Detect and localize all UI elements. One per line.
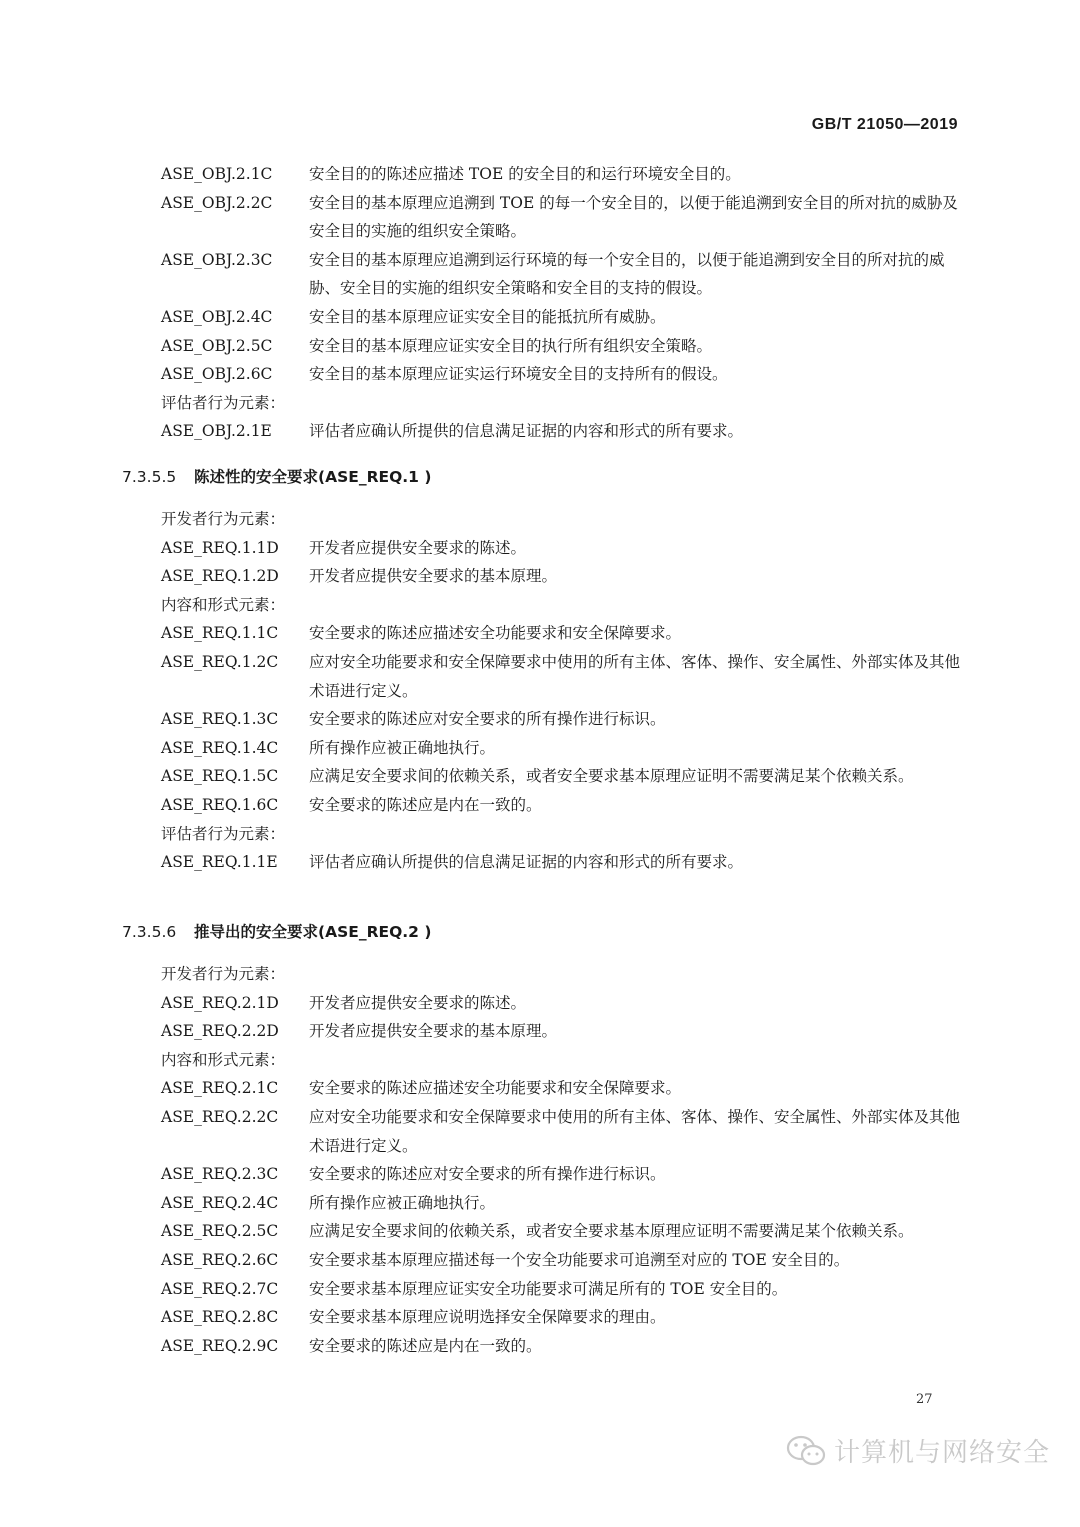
requirement-text: 开发者应提供安全要求的基本原理。 <box>309 567 558 586</box>
page-number: 27 <box>916 1392 933 1407</box>
requirement-row <box>161 1246 961 1275</box>
requirement-row <box>161 619 961 648</box>
requirement-row <box>161 160 961 189</box>
requirement-row <box>161 534 961 563</box>
evaluator-label: 评估者行为元素： <box>161 824 286 843</box>
section-title: 陈述性的安全要求(ASE_REQ.1 ) <box>194 468 432 486</box>
obj-evaluator-rows <box>161 417 961 446</box>
requirement-code: ASE_OBJ.2.5C <box>161 336 273 355</box>
requirement-row <box>161 1017 961 1046</box>
watermark <box>786 1432 1050 1469</box>
requirement-text: 所有操作应被正确地执行。 <box>309 738 496 757</box>
requirement-text: 评估者应确认所提供的信息满足证据的内容和形式的所有要求。 <box>309 853 744 872</box>
requirement-code: ASE_REQ.2.4C <box>161 1193 279 1212</box>
requirement-code: ASE_OBJ.2.2C <box>161 193 273 212</box>
requirement-code: ASE_OBJ.2.3C <box>161 250 273 269</box>
requirement-text: 应对安全功能要求和安全保障要求中使用的所有主体、客体、操作、安全属性、外部实体及其他术语进行定义。 <box>309 1107 961 1155</box>
requirement-code: ASE_REQ.2.2C <box>161 1107 279 1126</box>
requirement-code: ASE_REQ.2.3C <box>161 1165 279 1184</box>
section-number: 7.3.5.6 <box>122 923 177 941</box>
requirement-code: ASE_REQ.2.7C <box>161 1279 279 1298</box>
watermark-text: 计算机与网络安全 <box>834 1438 1051 1468</box>
section-number: 7.3.5.5 <box>122 468 177 486</box>
obj-content-rows <box>161 160 961 389</box>
req2-content-rows <box>161 1074 961 1360</box>
requirement-code: ASE_OBJ.2.1E <box>161 422 272 441</box>
requirement-code: ASE_REQ.2.1D <box>161 993 279 1012</box>
requirement-text: 安全目的基本原理应证实安全目的执行所有组织安全策略。 <box>309 336 713 355</box>
requirement-text: 安全要求的陈述应描述安全功能要求和安全保障要求。 <box>309 1079 682 1098</box>
requirement-text: 开发者应提供安全要求的陈述。 <box>309 993 527 1012</box>
requirement-text: 安全要求的陈述应对安全要求的所有操作进行标识。 <box>309 1165 666 1184</box>
obj-section <box>161 160 961 446</box>
requirement-text: 应对安全功能要求和安全保障要求中使用的所有主体、客体、操作、安全属性、外部实体及其他术语进行定义。 <box>309 652 961 700</box>
requirement-text: 开发者应提供安全要求的陈述。 <box>309 538 527 557</box>
requirement-row <box>161 1160 961 1189</box>
requirement-row <box>161 189 961 246</box>
requirement-row <box>161 848 961 877</box>
requirement-text: 安全要求基本原理应证实安全功能要求可满足所有的 TOE 安全目的。 <box>309 1279 788 1298</box>
req1-evaluator-rows <box>161 848 961 877</box>
requirement-row <box>161 303 961 332</box>
req1-content-rows <box>161 619 961 819</box>
requirement-row <box>161 1103 961 1160</box>
requirement-text: 安全目的基本原理应追溯到运行环境的每一个安全目的，以便于能追溯到安全目的所对抗的威胁、安全目的实施的组织安全策略和安全目的支持的假设。 <box>309 250 945 298</box>
requirement-code: ASE_OBJ.2.4C <box>161 307 273 326</box>
requirement-text: 安全目的基本原理应证实运行环境安全目的支持所有的假设。 <box>309 365 728 384</box>
requirement-row <box>161 1189 961 1218</box>
content-label: 内容和形式元素： <box>161 595 286 614</box>
req2-section <box>161 960 961 1360</box>
requirement-row <box>161 1275 961 1304</box>
requirement-code: ASE_REQ.1.2C <box>161 652 279 671</box>
requirement-row <box>161 648 961 705</box>
requirement-text: 安全要求的陈述应对安全要求的所有操作进行标识。 <box>309 710 666 729</box>
req2-developer-rows <box>161 989 961 1046</box>
section-heading-7-3-5-6 <box>122 922 431 942</box>
requirement-row <box>161 1303 961 1332</box>
requirement-text: 应满足安全要求间的依赖关系，或者安全要求基本原理应证明不需要满足某个依赖关系。 <box>309 767 914 786</box>
requirement-code: ASE_REQ.1.2D <box>161 567 279 586</box>
requirement-row <box>161 1217 961 1246</box>
requirement-code: ASE_REQ.1.4C <box>161 738 279 757</box>
requirement-text: 安全要求的陈述应是内在一致的。 <box>309 795 542 814</box>
standard-code: GB/T 21050—2019 <box>811 116 958 133</box>
requirement-row <box>161 734 961 763</box>
requirement-text: 开发者应提供安全要求的基本原理。 <box>309 1022 558 1041</box>
requirement-code: ASE_REQ.1.3C <box>161 710 279 729</box>
requirement-text: 安全要求的陈述应描述安全功能要求和安全保障要求。 <box>309 624 682 643</box>
requirement-code: ASE_REQ.1.1C <box>161 624 279 643</box>
requirement-code: ASE_REQ.1.5C <box>161 767 279 786</box>
requirement-text: 安全目的基本原理应证实安全目的能抵抗所有威胁。 <box>309 307 666 326</box>
requirement-row <box>161 989 961 1018</box>
req1-section <box>161 505 961 877</box>
requirement-text: 所有操作应被正确地执行。 <box>309 1193 496 1212</box>
developer-label: 开发者行为元素： <box>161 510 286 528</box>
requirement-text: 安全要求基本原理应说明选择安全保障要求的理由。 <box>309 1308 666 1327</box>
requirement-row <box>161 562 961 591</box>
requirement-text: 安全要求的陈述应是内在一致的。 <box>309 1336 542 1355</box>
requirement-code: ASE_OBJ.2.6C <box>161 365 273 384</box>
requirement-code: ASE_REQ.2.8C <box>161 1308 279 1327</box>
requirement-code: ASE_REQ.2.6C <box>161 1250 279 1269</box>
wechat-icon <box>786 1434 826 1468</box>
requirement-text: 安全目的的陈述应描述 TOE 的安全目的和运行环境安全目的。 <box>309 165 741 183</box>
requirement-code: ASE_REQ.2.1C <box>161 1079 279 1098</box>
requirement-code: ASE_OBJ.2.1C <box>161 165 273 183</box>
requirement-text: 安全要求基本原理应描述每一个安全功能要求可追溯至对应的 TOE 安全目的。 <box>309 1250 850 1269</box>
requirement-row <box>161 1332 961 1361</box>
requirement-row <box>161 705 961 734</box>
requirement-row <box>161 791 961 820</box>
requirement-code: ASE_REQ.1.6C <box>161 795 279 814</box>
requirement-row <box>161 417 961 446</box>
evaluator-label: 评估者行为元素： <box>161 393 286 412</box>
section-title: 推导出的安全要求(ASE_REQ.2 ) <box>194 923 432 941</box>
requirement-text: 应满足安全要求间的依赖关系，或者安全要求基本原理应证明不需要满足某个依赖关系。 <box>309 1222 914 1241</box>
developer-label: 开发者行为元素： <box>161 965 286 983</box>
section-heading-7-3-5-5 <box>122 467 431 487</box>
requirement-row <box>161 762 961 791</box>
req1-developer-rows <box>161 534 961 591</box>
requirement-row <box>161 246 961 303</box>
requirement-code: ASE_REQ.2.2D <box>161 1022 279 1041</box>
requirement-row <box>161 360 961 389</box>
requirement-row <box>161 1074 961 1103</box>
requirement-code: ASE_REQ.1.1D <box>161 538 279 557</box>
requirement-code: ASE_REQ.2.9C <box>161 1336 279 1355</box>
requirement-text: 评估者应确认所提供的信息满足证据的内容和形式的所有要求。 <box>309 422 744 441</box>
content-label: 内容和形式元素： <box>161 1050 286 1069</box>
requirement-text: 安全目的基本原理应追溯到 TOE 的每一个安全目的，以便于能追溯到安全目的所对抗的威胁及安全目的实施的组织安全策略。 <box>309 193 958 241</box>
requirement-code: ASE_REQ.2.5C <box>161 1222 279 1241</box>
requirement-code: ASE_REQ.1.1E <box>161 853 278 872</box>
requirement-row <box>161 332 961 361</box>
